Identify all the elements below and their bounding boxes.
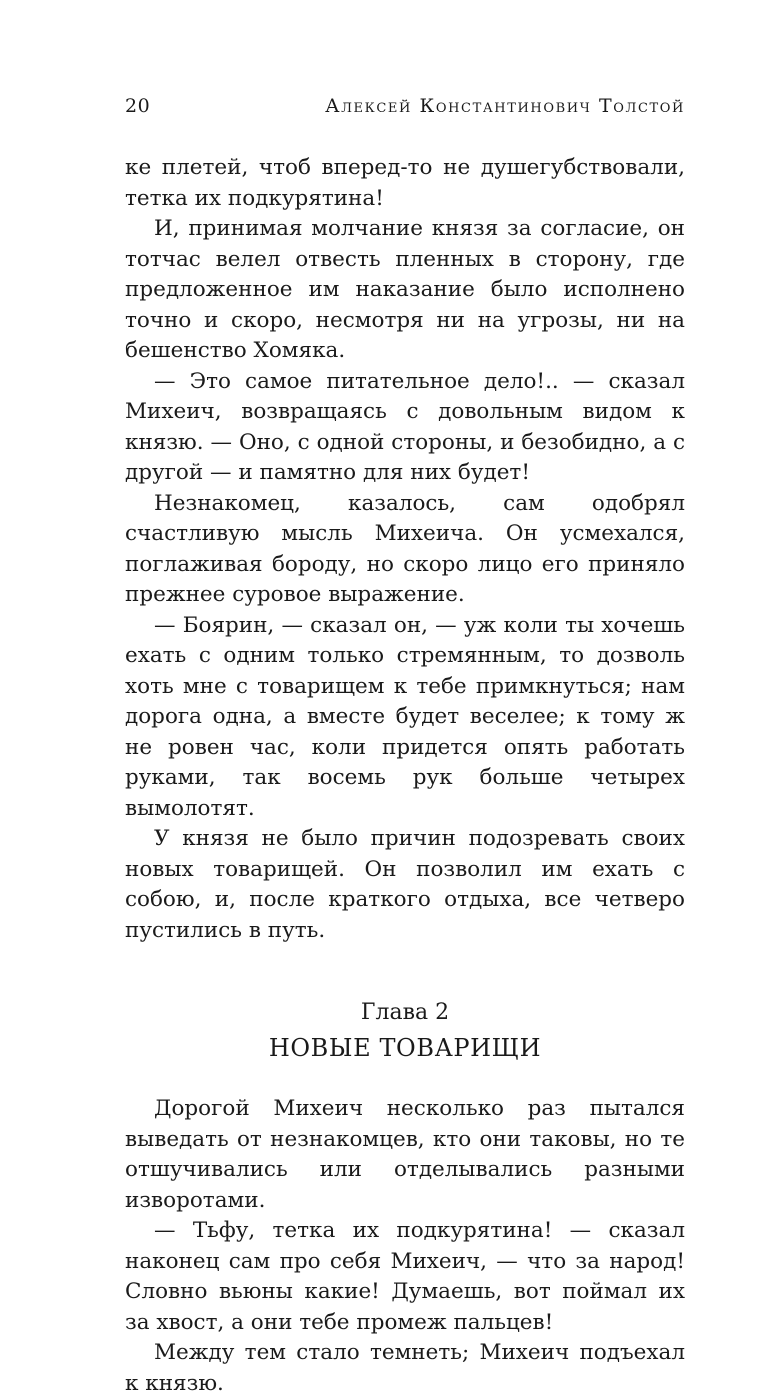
paragraph: У князя не было причин подозревать своих новых товарищей. Он позволил им ехать с собою, и, после краткого отдыха, все четверо пустились в путь.	[125, 826, 685, 943]
paragraph: Незнакомец, казалось, сам одобрял счастливую мысль Михеича. Он усмехался, поглаживая бороду, но скоро лицо его приняло прежнее суровое выражение.	[125, 490, 685, 607]
paragraph: И, принимая молчание князя за согласие, он тотчас велел отвесть пленных в сторону, где предложенное им наказание было исполнено точно и скоро, несмотря ни на угрозы, ни на бешенство Хомяка.	[125, 216, 685, 363]
chapter-heading	[125, 998, 685, 1068]
running-header	[125, 95, 685, 127]
paragraph: — Тьфу, тетка их подкурятина! — сказал наконец сам про себя Михеич, — что за народ! Словно вьюны какие! Думаешь, вот поймал их за хвост, а они тебе промеж пальцев!	[125, 1218, 685, 1335]
page-number: 20	[125, 95, 151, 117]
paragraph: — Это самое питательное дело!.. — сказал Михеич, возвращаясь с довольным видом к князю. — Оно, с одной стороны, и безобидно, а с другой — и памятно для них будет!	[125, 368, 685, 485]
paragraph: Между тем стало темнеть; Михеич подъехал к князю.	[125, 1340, 685, 1396]
chapter-number: Глава 2	[360, 1000, 450, 1025]
paragraph: — Боярин, — сказал он, — уж коли ты хочешь ехать с одним только стремянным, то дозволь хоть мне с товарищем к тебе примкнуться; нам дорога одна, а вместе будет веселее; к тому ж не ровен час, коли придется опять работать руками, так восемь рук больше четырех вымолотят.	[125, 612, 685, 821]
chapter-title: НОВЫЕ ТОВАРИЩИ	[268, 1034, 542, 1062]
running-title: Алексей Константинович Толстой	[325, 95, 685, 117]
paragraph: ке плетей, чтоб вперед-то не душегубствовали, тетка их подкурятина!	[125, 155, 685, 211]
page-content	[125, 95, 685, 1399]
body-text-before-chapter	[125, 153, 685, 946]
body-text-after-chapter	[125, 1094, 685, 1399]
paragraph: Дорогой Михеич несколько раз пытался выведать от незнакомцев, кто они таковы, но те отшучивались или отделывались разными изворотами.	[125, 1096, 685, 1213]
